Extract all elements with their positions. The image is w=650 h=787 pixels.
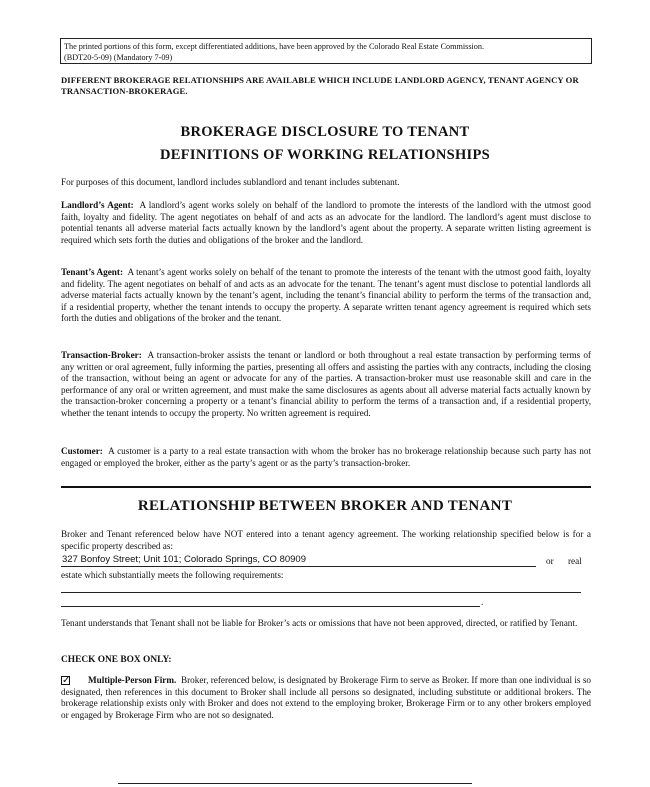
tenants-agent-definition <box>61 267 591 325</box>
requirements-line-1[interactable] <box>61 592 581 593</box>
option-term: Multiple-Person Firm. <box>88 675 177 685</box>
relationships-available-notice: DIFFERENT BROKERAGE RELATIONSHIPS ARE AVAILABLE WHICH INCLUDE LANDLORD AGENCY, TENANT AGENCY OR TRANSACTION-BROKERAGE. <box>61 75 579 96</box>
option-text: Broker, referenced below, is designated by Brokerage Firm to serve as Broker. If more than one individual is so designated, then references in this document to Broker shall include all persons so designated, including substitute or additional brokers. The brokerage relationship exists only with Broker and does not extend to the employing broker, Brokerage Firm or to any other brokers employed or engaged by Brokerage Firm who are not so designated. <box>61 675 591 720</box>
relationship-intro: Broker and Tenant referenced below have NOT entered into a tenant agency agreement. The working relationship specified below is for a specific property described as: <box>61 529 591 551</box>
definitions-heading: DEFINITIONS OF WORKING RELATIONSHIPS <box>160 147 490 163</box>
definition-term: Customer: <box>61 446 103 456</box>
multiple-person-firm-option <box>61 675 591 721</box>
landlords-agent-definition <box>61 200 591 246</box>
approval-notice-box <box>60 38 592 64</box>
estate-requirements-label: estate which substantially meets the following requirements: <box>61 570 284 580</box>
document-title: BROKERAGE DISCLOSURE TO TENANT <box>180 124 470 140</box>
form-code: (BDT20-5-09) (Mandatory 7-09) <box>64 53 173 62</box>
requirements-period: . <box>481 597 484 607</box>
requirements-line-2[interactable] <box>61 606 480 607</box>
purposes-statement: For purposes of this document, landlord includes sublandlord and tenant includes subtenant. <box>61 177 400 187</box>
relationship-heading: RELATIONSHIP BETWEEN BROKER AND TENANT <box>137 498 513 514</box>
tenant-liability-statement: Tenant understands that Tenant shall not be liable for Broker’s acts or omissions that have not been approved, directed, or ratified by Tenant. <box>61 618 578 628</box>
or-real-text: or real <box>546 556 582 566</box>
transaction-broker-definition <box>61 350 591 420</box>
approval-notice-text: The printed portions of this form, except differentiated additions, have been approved by the Colorado Real Estate Commission. <box>64 42 485 51</box>
definition-text: A customer is a party to a real estate transaction with whom the broker has no brokerage relationship because such party has not engaged or employed the broker, either as the party’s agent or as the party’s transaction-broker. <box>61 446 591 468</box>
definition-text: A landlord’s agent works solely on behalf of the landlord to promote the interests of the landlord with the utmost good faith, loyalty and fidelity. The agent negotiates on behalf of and acts as an advocate for the landlord. The landlord’s agent must disclose to potential tenants all adverse material facts actually known by the landlord’s agent about the property. A separate written listing agreement is required which sets forth the duties and obligations of the broker and the landlord. <box>61 200 591 245</box>
property-address-field[interactable]: 327 Bonfoy Street; Unit 101; Colorado Springs, CO 80909 <box>61 554 536 567</box>
definition-text: A transaction-broker assists the tenant or landlord or both throughout a real estate transaction by performing terms of any written or oral agreement, fully informing the parties, presenting all offers and assisting the parties with any contracts, including the closing of the transaction, without being an agent or advocate for any of the parties. A transaction-broker must use reasonable skill and care in the performance of any oral or written agreement, and must make the same disclosures as agents about all adverse material facts actually known by the transaction-broker concerning a property or a tenant’s financial ability to perform the terms of a transaction and, if a residential property, whether the tenant intends to occupy the property. No written agreement is required. <box>61 350 591 418</box>
customer-definition <box>61 446 591 469</box>
multiple-person-firm-checkbox[interactable]: ✓ <box>62 675 71 686</box>
check-one-heading: CHECK ONE BOX ONLY: <box>61 655 172 665</box>
signature-line[interactable] <box>118 783 472 784</box>
definition-text: A tenant’s agent works solely on behalf of the tenant to promote the interests of the tenant with the utmost good faith, loyalty and fidelity. The agent negotiates on behalf of and acts as an advocate for the tenant. The tenant’s agent must disclose to potential landlords all adverse material facts actually known by the tenant’s agent, including the tenant’s financial ability to perform the terms of the transaction and, if a residential property, whether the tenant intends to occupy the property. A separate written tenant agency agreement is required which sets forth the duties and obligations of the broker and the tenant. <box>61 267 592 324</box>
definition-term: Tenant’s Agent: <box>61 267 124 277</box>
section-divider <box>61 486 591 488</box>
definition-term: Landlord’s Agent: <box>61 200 134 210</box>
definition-term: Transaction-Broker: <box>61 350 142 360</box>
